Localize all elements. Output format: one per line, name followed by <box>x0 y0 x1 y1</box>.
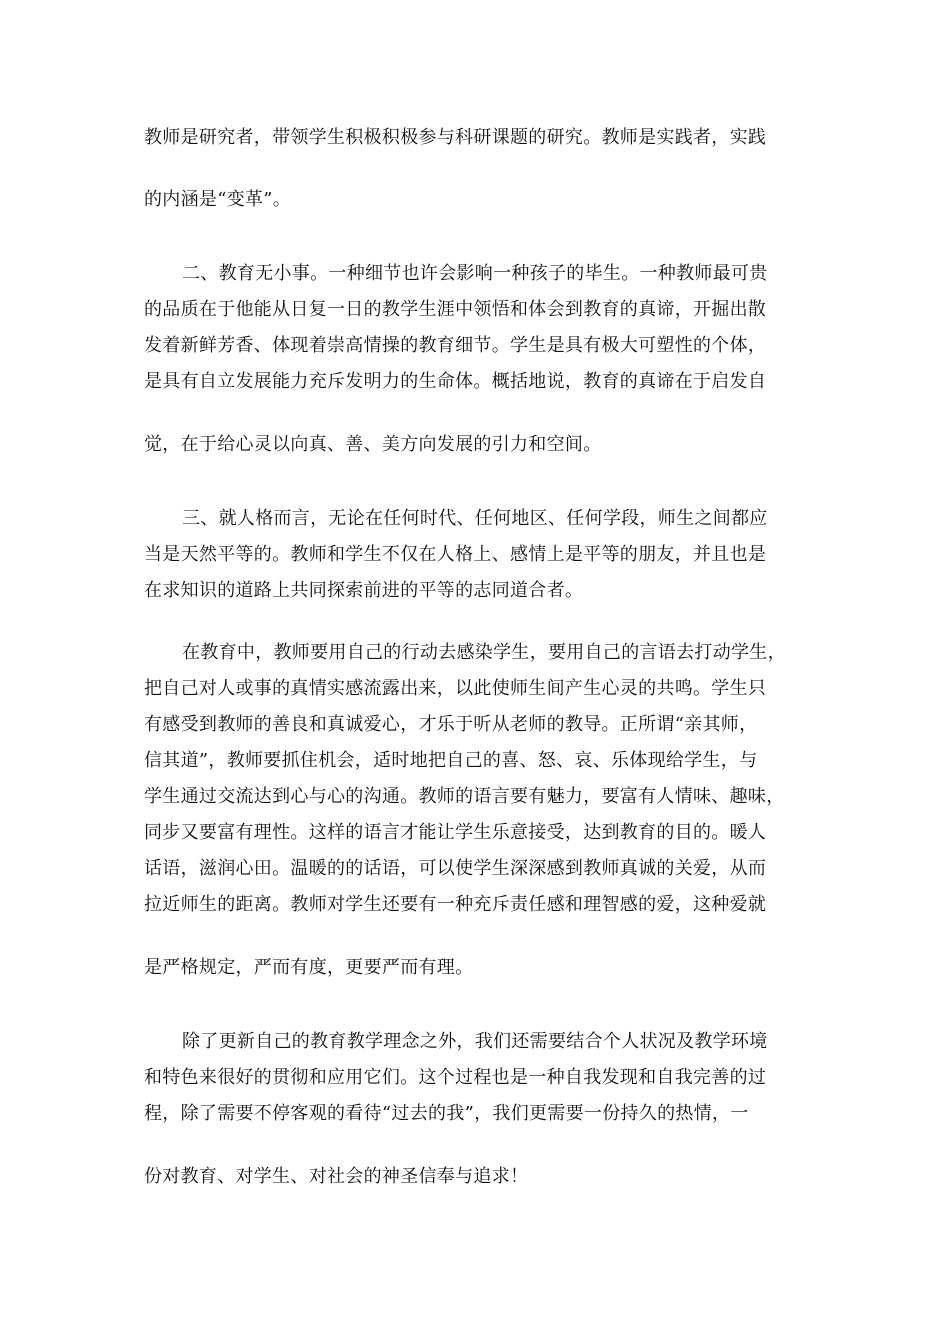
text-line: 是具有自立发展能力充斥发明力的生命体。概括地说，教育的真谛在于启发自 <box>144 371 767 392</box>
text-line: 学生通过交流达到心与心的沟通。教师的语言要有魅力，要富有人情味、趣味， <box>144 786 785 807</box>
text-line: 话语，滋润心田。温暖的的话语，可以使学生深深感到教师真诚的关爱，从而 <box>144 858 767 879</box>
text-line: 有感受到教师的善良和真诚爱心，才乐于听从老师的教导。正所谓“亲其师， <box>144 714 758 735</box>
text-line: 份对教育、对学生、对社会的神圣信奉与追求！ <box>144 1166 529 1187</box>
text-line: 觉，在于给心灵以向真、善、美方向发展的引力和空间。 <box>144 434 602 455</box>
text-line: 教师是研究者，带领学生积极积极参与科研课题的研究。教师是实践者，实践 <box>144 127 767 148</box>
text-line: 是严格规定，严而有度，更要严而有理。 <box>144 957 474 978</box>
text-line: 发着新鲜芳香、体现着崇高情操的教育细节。学生是具有极大可塑性的个体， <box>144 335 767 356</box>
text-line: 信其道”，教师要抓住机会，适时地把自己的喜、怒、哀、乐体现给学生，与 <box>144 750 758 771</box>
text-line: 拉近师生的距离。教师对学生还要有一种充斥责任感和理智感的爱，这种爱就 <box>144 894 767 915</box>
text-line: 的品质在于他能从日复一日的教学生涯中领悟和体会到教育的真谛，开掘出散 <box>144 299 767 320</box>
text-line: 三、就人格而言，无论在任何时代、任何地区、任何学段，师生之间都应 <box>182 508 768 529</box>
text-line: 当是天然平等的。教师和学生不仅在人格上、感情上是平等的朋友，并且也是 <box>144 544 767 565</box>
text-line: 和特色来很好的贯彻和应用它们。这个过程也是一种自我发现和自我完善的过 <box>144 1067 767 1088</box>
text-line: 把自己对人或事的真情实感流露出来，以此使师生间产生心灵的共鸣。学生只 <box>144 678 767 699</box>
text-line: 同步又要富有理性。这样的语言才能让学生乐意接受，达到教育的目的。暖人 <box>144 822 767 843</box>
text-line: 在求知识的道路上共同探索前进的平等的志同道合者。 <box>144 580 584 601</box>
text-line: 二、教育无小事。一种细节也许会影响一种孩子的毕生。一种教师最可贵 <box>182 263 768 284</box>
text-line: 除了更新自己的教育教学理念之外，我们还需要结合个人状况及教学环境 <box>182 1031 768 1052</box>
text-line: 程，除了需要不停客观的看待“过去的我”，我们更需要一份持久的热情，一 <box>144 1103 749 1124</box>
text-line: 在教育中，教师要用自己的行动去感染学生，要用自己的言语去打动学生， <box>182 642 786 663</box>
text-line: 的内涵是“变革”。 <box>144 189 292 210</box>
